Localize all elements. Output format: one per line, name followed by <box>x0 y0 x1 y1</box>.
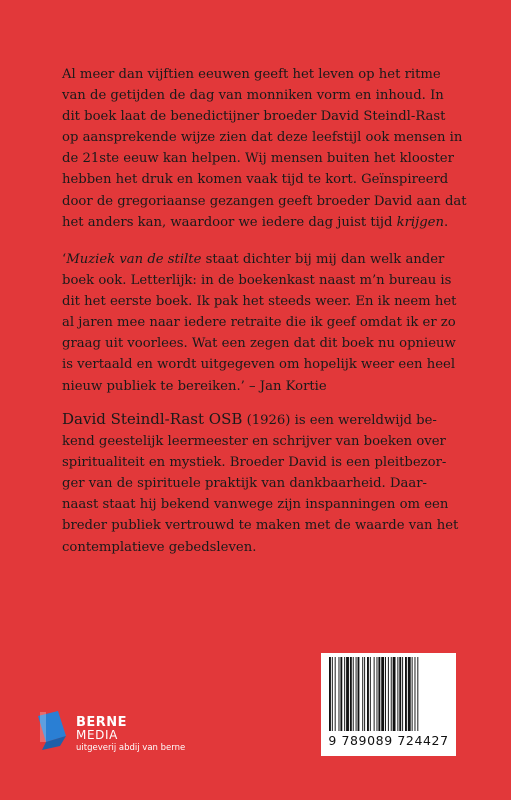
barcode-bar <box>388 657 389 731</box>
text-line: boek ook. Letterlijk: in de boekenkast naast m’n bureau is <box>62 273 452 289</box>
barcode-bar <box>417 657 418 731</box>
text-line: contemplatieve gebedsleven. <box>62 539 257 555</box>
barcode-bar <box>412 657 413 731</box>
author-name: David Steindl-Rast OSB <box>62 410 243 428</box>
barcode-bar <box>332 657 333 731</box>
text-line: kend geestelijk leermeester en schrijver van boeken over <box>62 434 446 450</box>
text-line: is vertaald en wordt uitgegeven om hopelijk weer een heel <box>62 357 456 373</box>
barcode-bar <box>339 657 340 731</box>
berne-logo-icon <box>36 706 76 752</box>
barcode-bar <box>399 657 401 731</box>
text-line: hebben het druk en komen vaak tijd te kort. Geïnspireerd <box>62 172 449 188</box>
barcode-bar <box>402 657 403 731</box>
barcode-bar <box>362 657 363 731</box>
text-fragment: het anders kan, waardoor we iedere dag juist tijd <box>62 214 397 230</box>
barcode-bar <box>415 657 416 731</box>
text-line: naast staat hij bekend vanwege zijn inspanningen om een <box>62 497 449 513</box>
barcode-bar <box>329 657 331 731</box>
text-line: dit boek laat de benedictijner broeder David Steindl-Rast <box>62 109 446 125</box>
barcode-bar <box>340 657 342 731</box>
text-line: de 21ste eeuw kan helpen. Wij mensen buiten het klooster <box>62 151 454 167</box>
isbn-number: 9 789089 724427 <box>328 733 449 748</box>
publisher-logo <box>36 706 186 756</box>
book-title: Muziek van de stilte <box>66 252 202 267</box>
barcode-bar <box>370 657 371 731</box>
barcode-bar <box>408 657 411 731</box>
text-line: al jaren mee naar iedere retraite die ik geef omdat ik er zo <box>62 315 456 331</box>
barcode-bar <box>377 657 378 731</box>
barcode-bar <box>378 657 380 731</box>
barcode-bar <box>356 657 357 731</box>
barcode-bar <box>358 657 360 731</box>
barcode-bar <box>381 657 384 731</box>
publisher-name-top: BERNE <box>76 715 128 730</box>
open-quote: ‘ <box>62 252 67 267</box>
barcode-bar <box>335 657 336 731</box>
barcode-bar <box>344 657 345 731</box>
text-line <box>62 212 449 233</box>
author-bio-paragraph <box>62 409 459 558</box>
text-fragment: . <box>443 214 449 230</box>
barcode-bar <box>391 657 392 731</box>
barcode-bar <box>393 657 396 731</box>
text-line: dit het eerste boek. Ik pak het steeds weer. En ik neem het <box>62 294 457 310</box>
barcode-bar <box>385 657 386 731</box>
barcode-bar <box>367 657 369 731</box>
barcode-bar <box>346 657 349 731</box>
isbn-barcode <box>321 653 456 756</box>
text-line: nieuw publiek te bereiken.’ – Jan Kortie <box>62 378 327 394</box>
text-line: door de gregoriaanse gezangen geeft broeder David aan dat <box>62 193 467 209</box>
quote-paragraph <box>62 249 457 397</box>
text-line: spiritualiteit en mystiek. Broeder David is een pleitbezor- <box>62 455 447 471</box>
text-line: van de getijden de dag van monniken vorm en inhoud. In <box>62 88 444 104</box>
publisher-tagline: uitgeverij abdij van berne <box>76 743 186 753</box>
text-line: op aansprekende wijze zien dat deze leefstijl ook mensen in <box>62 130 463 146</box>
barcode-bars <box>329 657 449 731</box>
text-line: graag uit voorlees. Wat een zegen dat dit boek nu opnieuw <box>62 336 456 352</box>
text-line <box>62 409 442 431</box>
text-line <box>62 249 445 270</box>
barcode-bar <box>397 657 398 731</box>
text-line: breder publiek vertrouwd te maken met de waarde van het <box>62 518 459 534</box>
barcode-bar <box>405 657 407 731</box>
publisher-name-bottom: MEDIA <box>76 728 118 742</box>
text-line: Al meer dan vijftien eeuwen geeft het leven op het ritme <box>62 67 441 82</box>
barcode-bar <box>364 657 365 731</box>
barcode-bar <box>374 657 375 731</box>
text-line: ger van de spirituele praktijk van dankbaarheid. Daar- <box>62 476 427 492</box>
text-fragment: (1926) is een wereldwijd be- <box>242 413 437 428</box>
barcode-bar <box>350 657 352 731</box>
barcode-bar <box>353 657 354 731</box>
description-paragraph <box>62 64 467 233</box>
emphasis-word: krijgen <box>396 214 444 230</box>
text-fragment: staat dichter bij mij dan welk ander <box>201 252 445 267</box>
